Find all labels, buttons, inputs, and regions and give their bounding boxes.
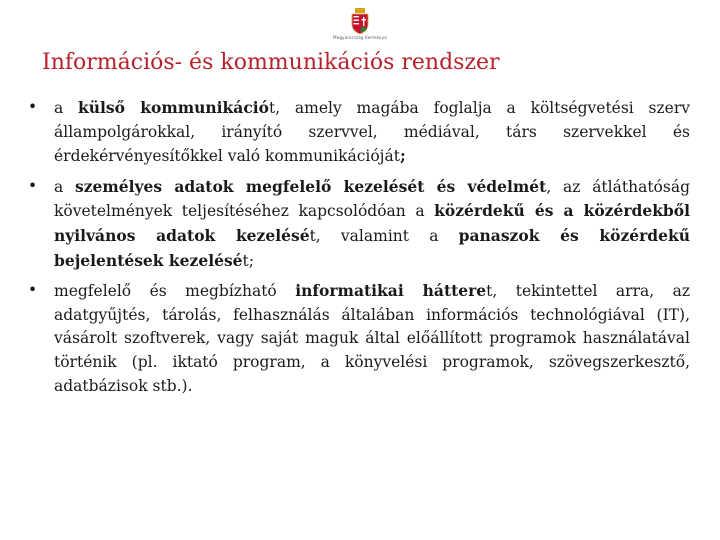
text-run: , az átláthatóság követelmények teljesítéséhez kapcsolódóan a [54, 177, 690, 221]
government-logo [330, 8, 390, 44]
bullet-marker: • [28, 176, 38, 195]
bullet-item [24, 175, 690, 273]
slide-title: Információs- és kommunikációs rendszer [42, 50, 500, 75]
coat-of-arms-icon [349, 8, 371, 34]
text-run: megfelelő és megbízható [54, 282, 296, 301]
text-run: t, valamint a [309, 226, 459, 245]
bold-text: külső kommunikáció [78, 98, 269, 117]
bold-text: közérdekű és a közérdekből nyilvános adatok kezelésé [54, 201, 690, 245]
bold-text: panaszok és közérdekű bejelentések kezelésé [54, 225, 690, 270]
bullet-marker: • [28, 98, 38, 116]
text-run: t; [242, 251, 254, 270]
bullet-list [24, 96, 690, 404]
bullet-item [24, 279, 690, 398]
bold-text: személyes adatok megfelelő kezelését és védelmét [75, 176, 547, 196]
bold-text: informatikai háttere [295, 281, 487, 301]
bullet-marker: • [28, 281, 38, 300]
text-run: t, amely magába foglalja a költségvetési szerv állampolgárokkal, irányító szervvel, médiával, társ szervekkel és érdekérvényesítőkkel való kommunikációját [54, 99, 691, 166]
text-run: t, tekintettel arra, az adatgyűjtés, tárolás, felhasználás általában információs technológiával (IT), vásárolt szoftverek, vagy saját maguk által előállított programok használatával történik (pl. iktató program, a könyvelési programok, szövegszerkesztő, adatbázisok stb.). [54, 282, 691, 395]
text-run: a [54, 177, 76, 196]
bullet-item [24, 96, 690, 169]
bold-text: ; [399, 146, 406, 166]
text-run: a [54, 99, 79, 117]
logo-text: Magyarország Kormánya [333, 35, 387, 40]
